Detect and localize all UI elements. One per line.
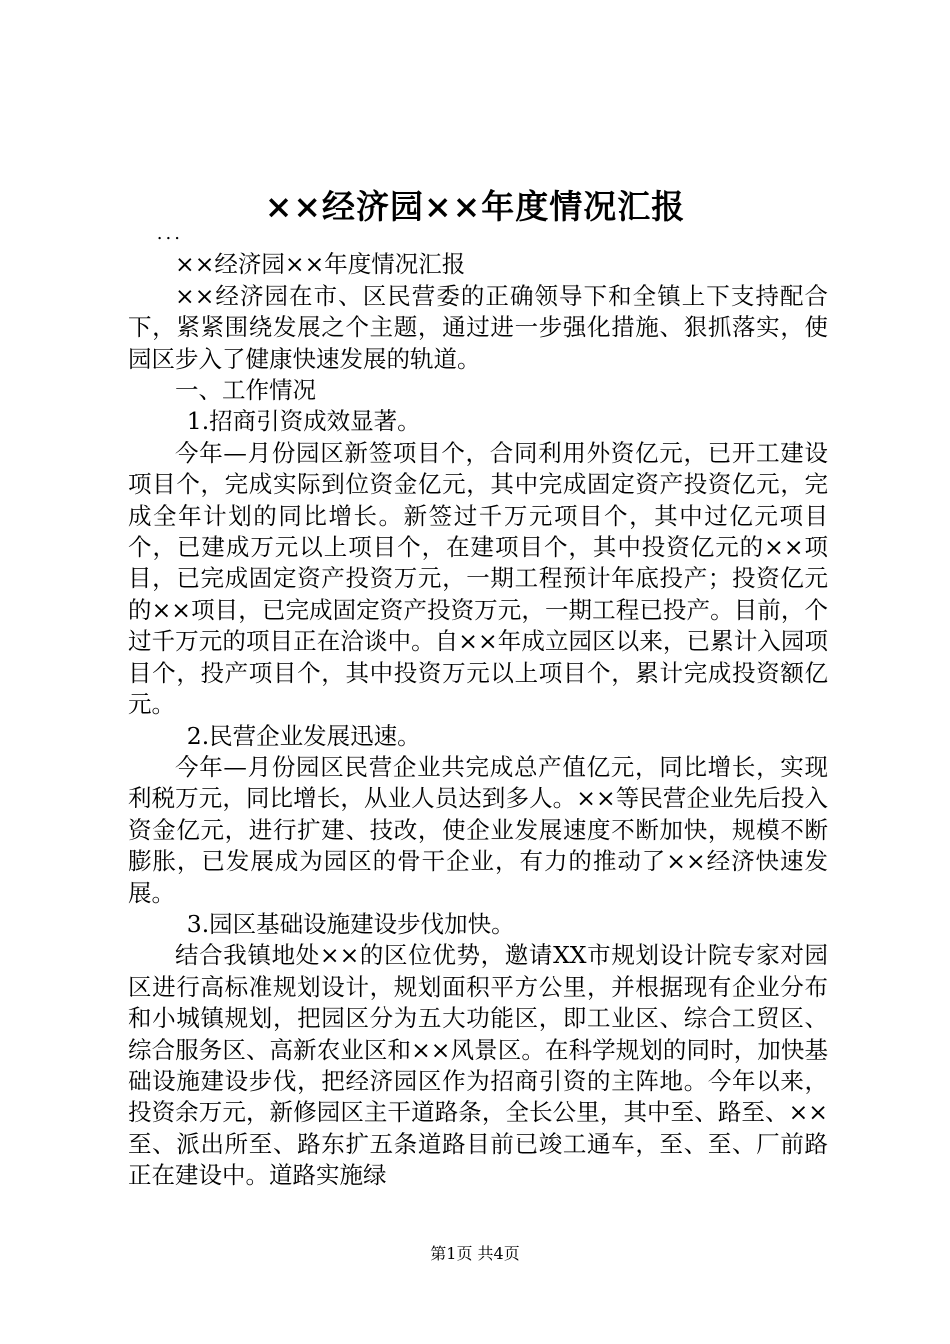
paragraph-investment: 今年—月份园区新签项目个，合同利用外资亿元，已开工建设项目个，完成实际到位资金亿元，其中完成固定资产投资亿元，完成全年计划的同比增长。新签过千万元项目个，其中过亿元项目个，已建成万元以上项目个，在建项目个，其中投资亿元的××项目，已完成固定资产投资万元，一期工程预计年底投产；投资亿元的××项目，已完成固定资产投资万元，一期工程已投产。目前，个过千万元的项目正在洽谈中。自××年成立园区以来，已累计入园项目个，投产项目个，其中投资万元以上项目个，累计完成投资额亿元。	[128, 438, 828, 719]
paragraph-private-enterprise: 今年—月份园区民营企业共完成总产值亿元，同比增长，实现利税万元，同比增长，从业人员达到多人。××等民营企业先后投入资金亿元，进行扩建、技改，使企业发展速度不断加快，规模不断膨胀，已发展成为园区的骨干企业，有力的推动了××经济快速发展。	[128, 752, 828, 907]
document-body	[128, 218, 828, 1192]
section-heading-work: 一、工作情况	[175, 376, 316, 405]
document-title: ××经济园××年度情况汇报	[264, 187, 686, 226]
paragraph-infrastructure: 结合我镇地处××的区位优势，邀请XX市规划设计院专家对园区进行高标准规划设计，规划面积平方公里，并根据现有企业分布和小城镇规划，把园区分为五大功能区，即工业区、综合工贸区、综合服务区、高新农业区和××风景区。在科学规划的同时，加快基础设施建设步伐，把经济园区作为招商引资的主阵地。今年以来，投资余万元，新修园区主干道路条，全长公里，其中至、路至、××至、派出所至、路东扩五条道路目前已竣工通车，至、至、厂前路正在建设中。道路实施绿	[128, 941, 828, 1190]
intro-paragraph: ××经济园在市、区民营委的正确领导下和全镇上下支持配合下，紧紧围绕发展之个主题，通过进一步强化措施、狠抓落实，使园区步入了健康快速发展的轨道。	[128, 281, 828, 373]
item-heading-private-enterprise: 2.民营企业发展迅速。	[186, 721, 421, 750]
item-heading-investment: 1.招商引资成效显著。	[186, 407, 421, 436]
item-heading-infrastructure: 3.园区基础设施建设步伐加快。	[186, 909, 515, 938]
ellipsis-line: ...	[156, 223, 183, 244]
document-subtitle: ××经济园××年度情况汇报	[175, 250, 466, 279]
page-footer: 第1页 共4页	[430, 1244, 520, 1263]
